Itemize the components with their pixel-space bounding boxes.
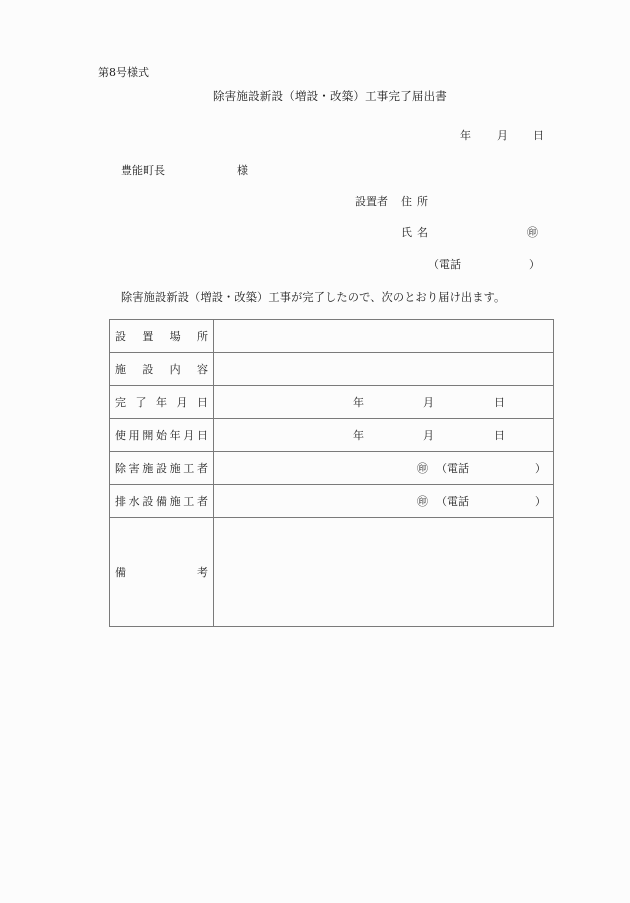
label-char: 除 [115, 462, 126, 475]
day-label: 日 [494, 429, 505, 442]
seal-icon: ㊞ [417, 495, 428, 508]
row-value-field[interactable] [214, 386, 554, 419]
label-char: 水 [128, 495, 140, 508]
month-label: 月 [423, 396, 434, 409]
day-label: 日 [533, 129, 544, 142]
label-char: 施 [142, 462, 154, 475]
phone-close-paren: ） [535, 495, 546, 508]
label-char: 開 [142, 429, 154, 442]
label-char: 日 [196, 429, 208, 442]
addressee: 豊能町長 [121, 164, 165, 177]
phone-close-paren: ） [535, 462, 546, 475]
day-label: 日 [494, 396, 505, 409]
row-value-field[interactable] [214, 452, 554, 485]
row-value-field[interactable] [214, 320, 554, 353]
label-char: 容 [196, 363, 208, 376]
label-char: 施 [169, 495, 181, 508]
label-char: 施 [115, 363, 126, 376]
address-label: 住所 [401, 195, 433, 208]
label-char: 了 [135, 396, 147, 409]
table-row [110, 419, 554, 452]
label-char: 害 [128, 462, 140, 475]
month-label: 月 [497, 129, 508, 142]
label-char: 内 [169, 363, 181, 376]
row-label [110, 419, 214, 452]
label-char: 設 [142, 495, 154, 508]
month-label: 月 [423, 429, 434, 442]
table-row [110, 320, 554, 353]
table-row [110, 452, 554, 485]
row-value-field[interactable] [214, 485, 554, 518]
label-char: 工 [183, 462, 195, 475]
label-char: 施 [169, 462, 181, 475]
label-char: 年 [169, 429, 181, 442]
row-label [110, 353, 214, 386]
label-char: 備 [155, 495, 167, 508]
seal-icon: ㊞ [417, 462, 428, 475]
table-row [110, 386, 554, 419]
row-label [110, 320, 214, 353]
table-row [110, 353, 554, 386]
row-label [110, 452, 214, 485]
label-char: 考 [197, 566, 208, 579]
year-label: 年 [460, 129, 471, 142]
label-char: 設 [142, 363, 154, 376]
label-char: 排 [115, 495, 126, 508]
row-value-field[interactable] [214, 518, 554, 627]
label-char: 置 [142, 330, 154, 343]
row-value-field[interactable] [214, 353, 554, 386]
year-label: 年 [353, 429, 364, 442]
phone-label: （電話 [436, 495, 469, 508]
honorific: 様 [237, 164, 248, 177]
label-char: 場 [169, 330, 181, 343]
label-char: 月 [176, 396, 188, 409]
row-label [110, 485, 214, 518]
phone-close-paren: ） [529, 258, 540, 271]
row-label [110, 518, 214, 627]
table-row [110, 518, 554, 627]
row-value-field[interactable] [214, 419, 554, 452]
label-char: 設 [155, 462, 167, 475]
row-label [110, 386, 214, 419]
label-char: 者 [196, 495, 208, 508]
document-title: 除害施設新設（増設・改築）工事完了届出書 [213, 89, 447, 103]
seal-icon: ㊞ [527, 226, 538, 239]
label-char: 用 [128, 429, 140, 442]
label-char: 年 [156, 396, 167, 409]
phone-label: （電話 [428, 258, 461, 271]
completion-form-table [109, 319, 554, 627]
label-char: 月 [183, 429, 195, 442]
table-row [110, 485, 554, 518]
label-char: 使 [115, 429, 126, 442]
label-char: 備 [115, 566, 126, 579]
phone-label: （電話 [436, 462, 469, 475]
label-char: 日 [197, 396, 208, 409]
year-label: 年 [353, 396, 364, 409]
installer-label: 設置者 [355, 195, 388, 208]
name-label: 氏名 [401, 226, 433, 239]
label-char: 所 [196, 330, 208, 343]
label-char: 者 [196, 462, 208, 475]
label-char: 完 [115, 396, 126, 409]
statement: 除害施設新設（増設・改築）工事が完了したので、次のとおり届け出ます。 [121, 291, 506, 304]
label-char: 設 [115, 330, 126, 343]
label-char: 始 [155, 429, 167, 442]
form-number: 第8号様式 [98, 66, 149, 79]
label-char: 工 [183, 495, 195, 508]
